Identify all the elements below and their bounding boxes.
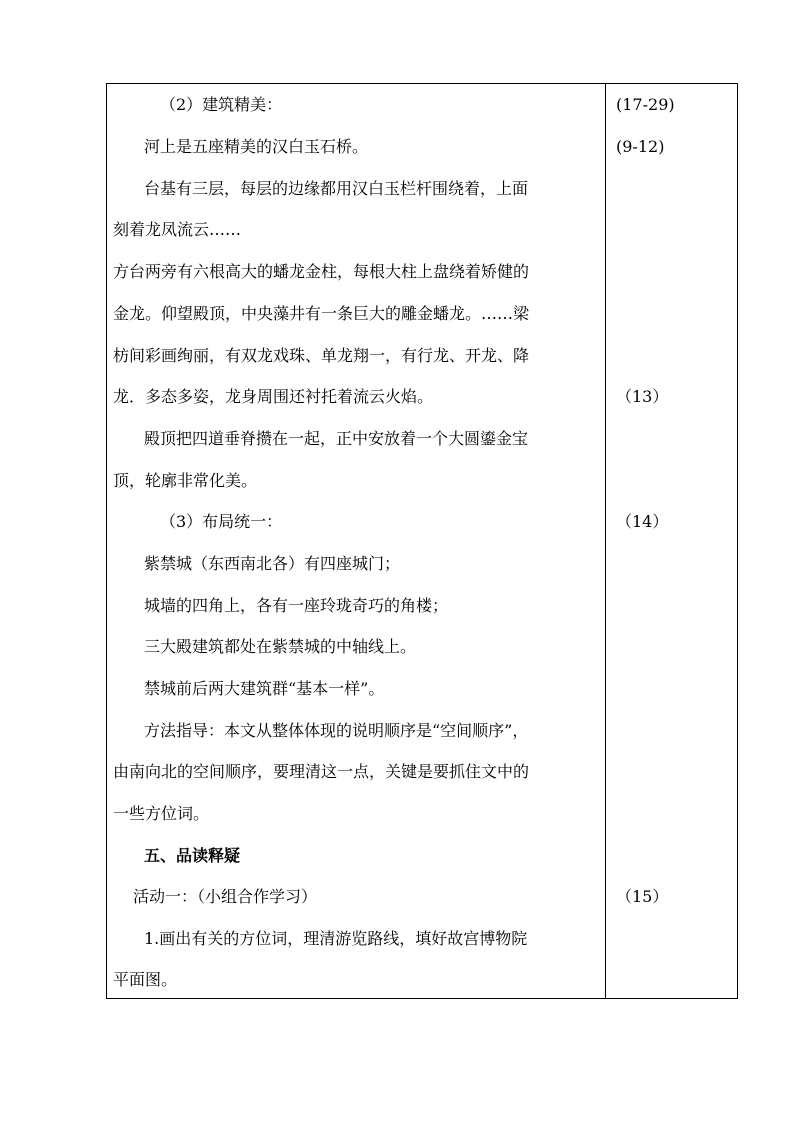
section-heading: 五、品读释疑	[144, 846, 241, 865]
page-reference: （13）	[616, 387, 669, 406]
text-line: 禁城前后两大建筑群“基本一样”。	[144, 679, 385, 698]
page-reference: (9-12)	[616, 137, 665, 156]
page-reference: （14）	[616, 512, 669, 531]
text-line: 活动一：（小组合作学习）	[133, 887, 318, 906]
text-line: 城墙的四角上，各有一座玲珑奇巧的角楼；	[144, 596, 449, 615]
text-line: 河上是五座精美的汉白玉石桥。	[144, 137, 369, 156]
page-reference: (17-29)	[616, 95, 675, 114]
text-line: （2）建筑精美：	[160, 95, 283, 114]
text-line: 方台两旁有六根高大的蟠龙金柱，每根大柱上盘绕着矫健的	[113, 262, 530, 281]
text-line: 一些方位词。	[113, 804, 210, 823]
text-line: 金龙。仰望殿顶，中央藻井有一条巨大的雕金蟠龙。……梁	[113, 304, 530, 323]
text-line: 枋间彩画绚丽，有双龙戏珠、单龙翔一，有行龙、开龙、降	[113, 346, 530, 365]
page-reference: （15）	[616, 887, 669, 906]
text-line: 顶，轮廓非常化美。	[113, 471, 258, 490]
text-line: 台基有三层，每层的边缘都用汉白玉栏杆围绕着，上面	[144, 179, 529, 198]
text-line: 由南向北的空间顺序，要理清这一点，关键是要抓住文中的	[113, 762, 530, 781]
text-line: 1.画出有关的方位词，理清游览路线，填好故宫博物院	[144, 929, 528, 948]
text-line: 殿顶把四道垂脊攒在一起，正中安放着一个大圆鎏金宝	[144, 429, 529, 448]
text-line: 三大殿建筑都处在紫禁城的中轴线上。	[144, 637, 417, 656]
column-divider	[605, 83, 606, 999]
text-line: 平面图。	[113, 970, 178, 989]
text-line: 刻着龙凤流云……	[113, 220, 242, 239]
text-line: （3）布局统一：	[160, 512, 283, 531]
text-line: 方法指导：本文从整体体现的说明顺序是“空间顺序”，	[144, 721, 529, 740]
text-line: 紫禁城（东西南北各）有四座城门；	[144, 554, 401, 573]
text-line: 龙．多态多姿，龙身周围还衬托着流云火焰。	[113, 387, 434, 406]
